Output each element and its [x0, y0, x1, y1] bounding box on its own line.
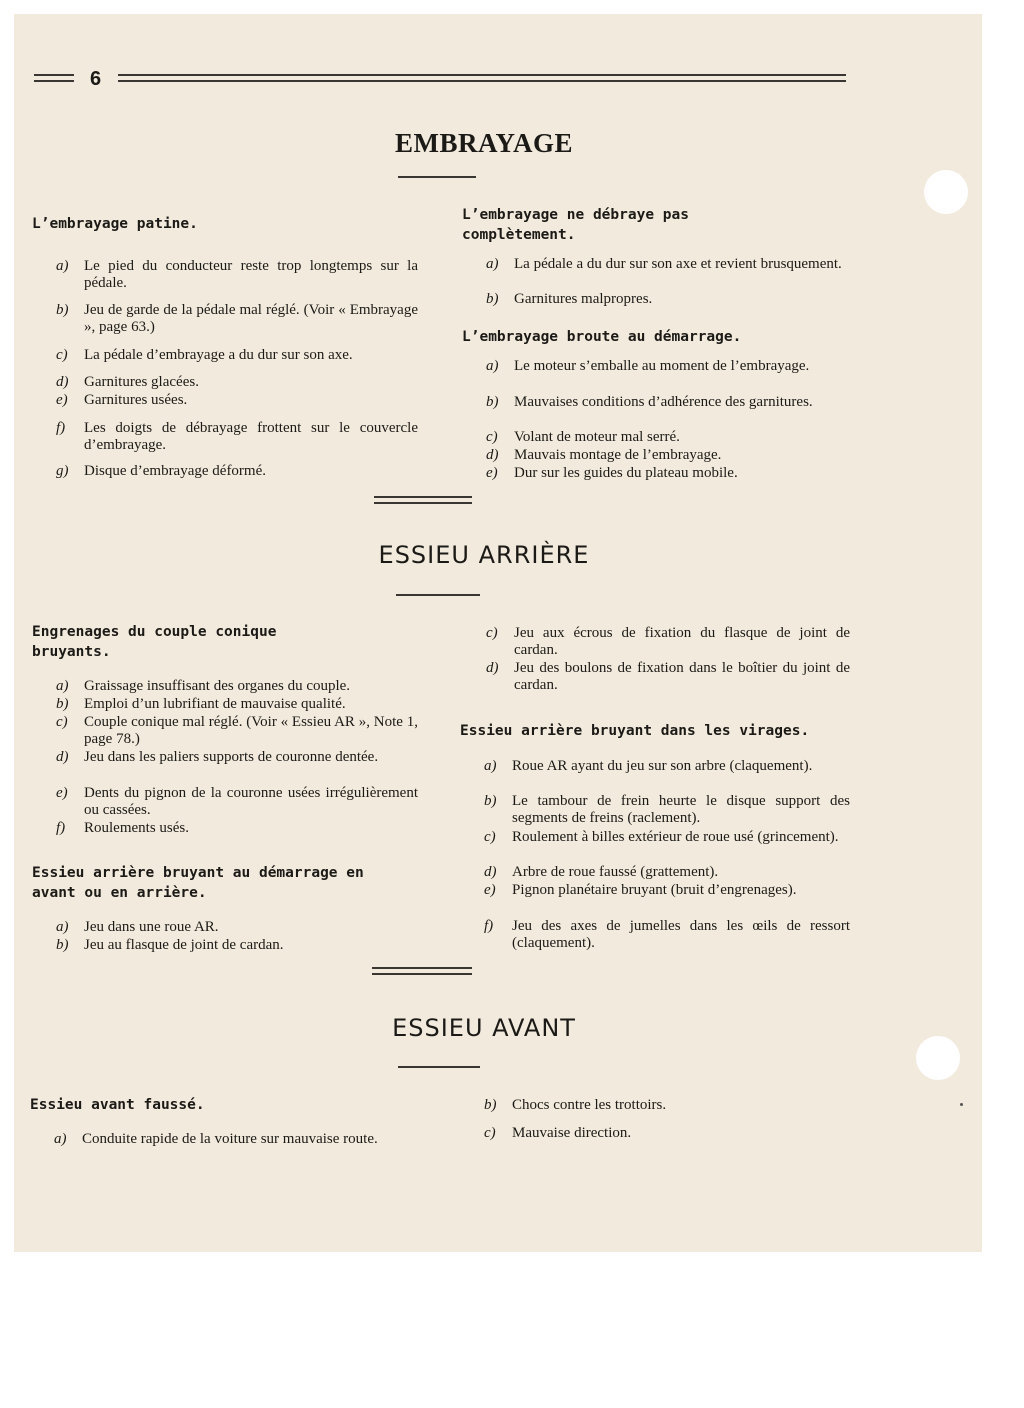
list-item	[44, 420, 418, 454]
item-letter: g)	[56, 463, 69, 479]
list-item	[44, 347, 418, 364]
list-item	[472, 793, 850, 827]
item-letter: c)	[486, 625, 498, 641]
list-item	[44, 696, 418, 713]
list-item	[44, 302, 418, 336]
item-text: Jeu dans une roue AR.	[84, 919, 219, 935]
page-number: 6	[90, 68, 102, 90]
item-text: Mauvaises conditions d’adhérence des garnitures.	[514, 394, 813, 410]
list-item	[42, 1131, 414, 1148]
list-item	[474, 291, 850, 308]
item-text: Le tambour de frein heurte le disque support des segments de freins (raclement).	[512, 793, 850, 826]
section-divider	[374, 496, 472, 504]
title-underline	[398, 1066, 480, 1068]
section-title-embrayage: EMBRAYAGE	[394, 128, 574, 158]
list-item	[44, 919, 418, 936]
list-item	[472, 758, 850, 775]
item-text: Disque d’embrayage déformé.	[84, 463, 267, 479]
list-item	[474, 429, 850, 446]
item-text: Jeu des axes de jumelles dans les œils de ressort (claquement).	[512, 918, 850, 951]
item-letter: f)	[56, 820, 66, 836]
item-letter: a)	[484, 758, 497, 774]
item-text: Arbre de roue faussé (grattement).	[512, 864, 719, 880]
item-letter: f)	[484, 918, 494, 934]
item-text: Dents du pignon de la couronne usées irrégulièrement ou cassées.	[84, 785, 418, 818]
list-item	[474, 394, 850, 411]
item-letter: b)	[56, 696, 69, 712]
subheading: Essieu arrière bruyant dans les virages.	[460, 723, 810, 739]
item-letter: d)	[486, 447, 499, 463]
item-text: Le moteur s’emballe au moment de l’embrayage.	[514, 358, 810, 374]
title-underline	[398, 176, 476, 178]
item-letter: a)	[56, 919, 69, 935]
item-letter: d)	[56, 374, 69, 390]
list-item	[44, 392, 418, 409]
item-letter: b)	[486, 394, 499, 410]
item-text: La pédale d’embrayage a du dur sur son axe.	[84, 347, 353, 363]
list-item	[44, 937, 418, 954]
list-item	[44, 749, 418, 766]
item-text: Volant de moteur mal serré.	[514, 429, 680, 445]
item-letter: c)	[56, 714, 68, 730]
item-letter: e)	[486, 465, 498, 481]
subheading: L’embrayage broute au démarrage.	[462, 329, 742, 345]
list-item	[44, 258, 418, 292]
item-text: Mauvaise direction.	[512, 1125, 632, 1141]
item-letter: a)	[486, 256, 499, 272]
item-text: Roulements usés.	[84, 820, 189, 836]
punch-hole	[924, 170, 968, 214]
item-letter: b)	[484, 793, 497, 809]
item-text: Jeu aux écrous de fixation du flasque de joint de cardan.	[514, 625, 850, 658]
item-text: Graissage insuffisant des organes du couple.	[84, 678, 351, 694]
list-item	[474, 625, 850, 659]
list-item	[474, 465, 850, 482]
list-item	[44, 678, 418, 695]
item-letter: d)	[486, 660, 499, 676]
list-item	[474, 660, 850, 694]
subheading: Engrenages du couple conique bruyants.	[32, 624, 277, 660]
list-item	[474, 447, 850, 464]
item-text: Mauvais montage de l’embrayage.	[514, 447, 722, 463]
item-letter: d)	[56, 749, 69, 765]
item-letter: b)	[56, 937, 69, 953]
list-item	[44, 463, 418, 480]
list-item	[44, 820, 418, 837]
subheading: Essieu arrière bruyant au démarrage en avant ou en arrière.	[32, 865, 364, 901]
list-item	[472, 918, 850, 952]
item-text: Jeu au flasque de joint de cardan.	[84, 937, 284, 953]
item-text: Jeu de garde de la pédale mal réglé. (Voir « Embrayage », page 63.)	[84, 302, 418, 335]
item-text: Chocs contre les trottoirs.	[512, 1097, 667, 1113]
item-letter: c)	[484, 829, 496, 845]
list-item	[472, 864, 850, 881]
item-text: Conduite rapide de la voiture sur mauvaise route.	[82, 1131, 378, 1147]
item-letter: f)	[56, 420, 66, 436]
item-letter: c)	[486, 429, 498, 445]
item-text: Roulement à billes extérieur de roue usé (grincement).	[512, 829, 839, 845]
section-divider	[372, 967, 472, 975]
item-text: Garnitures usées.	[84, 392, 188, 408]
subheading: L’embrayage ne débraye pas complètement.	[462, 207, 689, 243]
item-letter: a)	[486, 358, 499, 374]
list-item	[472, 882, 850, 899]
subheading: L’embrayage patine.	[32, 216, 198, 232]
item-letter: c)	[56, 347, 68, 363]
punch-hole	[916, 1036, 960, 1080]
item-text: Pignon planétaire bruyant (bruit d’engrenages).	[512, 882, 797, 898]
list-item	[472, 1125, 850, 1142]
section-title-essieu-arriere: ESSIEU ARRIÈRE	[378, 541, 590, 569]
item-letter: c)	[484, 1125, 496, 1141]
item-letter: b)	[56, 302, 69, 318]
speck	[960, 1103, 963, 1106]
item-text: Couple conique mal réglé. (Voir « Essieu AR », Note 1, page 78.)	[84, 714, 418, 747]
list-item	[44, 374, 418, 391]
item-letter: e)	[56, 785, 68, 801]
item-text: Jeu des boulons de fixation dans le boîtier du joint de cardan.	[514, 660, 850, 693]
item-letter: b)	[484, 1097, 497, 1113]
item-letter: d)	[484, 864, 497, 880]
item-letter: a)	[56, 258, 69, 274]
list-item	[44, 785, 418, 819]
item-text: Dur sur les guides du plateau mobile.	[514, 465, 738, 481]
item-letter: a)	[56, 678, 69, 694]
item-text: Garnitures malpropres.	[514, 291, 653, 307]
item-text: Le pied du conducteur reste trop longtemps sur la pédale.	[84, 258, 418, 291]
item-letter: e)	[56, 392, 68, 408]
list-item	[472, 829, 850, 846]
header-rule-right	[118, 74, 846, 82]
item-letter: e)	[484, 882, 496, 898]
item-text: Emploi d’un lubrifiant de mauvaise qualité.	[84, 696, 346, 712]
item-text: Garnitures glacées.	[84, 374, 199, 390]
item-text: Jeu dans les paliers supports de couronne dentée.	[84, 749, 379, 765]
list-item	[44, 714, 418, 748]
item-text: La pédale a du dur sur son axe et revient brusquement.	[514, 256, 842, 272]
list-item	[474, 256, 850, 273]
item-letter: b)	[486, 291, 499, 307]
item-letter: a)	[54, 1131, 67, 1147]
list-item	[472, 1097, 850, 1114]
section-title-essieu-avant: ESSIEU AVANT	[392, 1014, 576, 1042]
item-text: Roue AR ayant du jeu sur son arbre (claquement).	[512, 758, 813, 774]
header-rule-left	[34, 74, 74, 82]
item-text: Les doigts de débrayage frottent sur le couvercle d’embrayage.	[84, 420, 418, 453]
subheading: Essieu avant faussé.	[30, 1097, 205, 1113]
title-underline	[396, 594, 480, 596]
list-item	[474, 358, 850, 375]
